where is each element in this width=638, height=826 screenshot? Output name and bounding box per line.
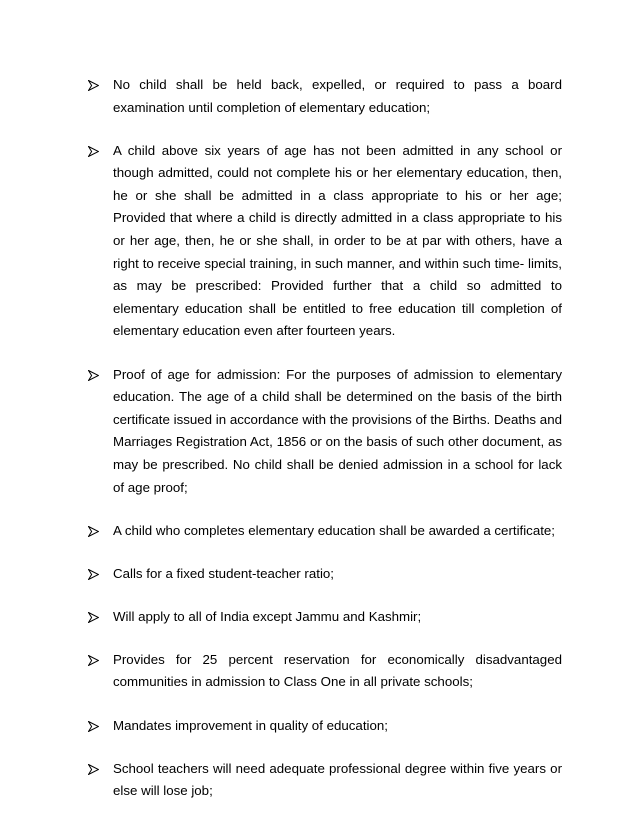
- list-item: [88, 74, 562, 119]
- list-item: [88, 715, 562, 738]
- list-item: [88, 649, 562, 694]
- list-item: [88, 140, 562, 343]
- arrowhead-bullet-icon: [88, 649, 100, 672]
- list-item-text: Calls for a fixed student-teacher ratio;: [113, 565, 334, 581]
- arrowhead-bullet-icon: [88, 563, 100, 586]
- arrowhead-bullet-icon: [88, 606, 100, 629]
- list-item-text: Mandates improvement in quality of education;: [113, 717, 388, 733]
- arrowhead-bullet-icon: [88, 74, 100, 97]
- list-item-text: A child who completes elementary education shall be awarded a certificate;: [113, 522, 555, 538]
- list-item: [88, 758, 562, 803]
- list-item: [88, 606, 562, 629]
- list-item-text: A child above six years of age has not been admitted in any school or though admitted, could not complete his or her elementary education, then, he or she shall be admitted in a class appropriate to his or her age; Provided that where a child is directly admitted in a class appropriate to his or her age, then, he or she shall, in order to be at par with others, have a right to receive special training, in such manner, and within such time- limits, as may be prescribed: Provided further that a child so admitted to elementary education shall be entitled to free education till completion of elementary education even after fourteen years.: [113, 142, 562, 339]
- arrowhead-bullet-icon: [88, 520, 100, 543]
- list-item: [88, 563, 562, 586]
- arrowhead-bullet-icon: [88, 758, 100, 781]
- list-item: [88, 364, 562, 500]
- list-item-text: Proof of age for admission: For the purposes of admission to elementary education. The age of a child shall be determined on the basis of the birth certificate issued in accordance with the provisions of the Births. Deaths and Marriages Registration Act, 1856 or on the basis of such other document, as may be prescribed. No child shall be denied admission in a school for lack of age proof;: [113, 366, 562, 495]
- list-item-text: Provides for 25 percent reservation for economically disadvantaged communities in admission to Class One in all private schools;: [113, 651, 562, 690]
- bullet-list: [88, 74, 562, 823]
- list-item-text: No child shall be held back, expelled, or required to pass a board examination until completion of elementary education;: [113, 77, 562, 115]
- arrowhead-bullet-icon: [88, 140, 100, 163]
- arrowhead-bullet-icon: [88, 715, 100, 738]
- arrowhead-bullet-icon: [88, 364, 100, 387]
- list-item-text: School teachers will need adequate professional degree within five years or else will lose job;: [113, 760, 562, 799]
- list-item-text: Will apply to all of India except Jammu and Kashmir;: [113, 608, 422, 624]
- list-item: [88, 520, 562, 543]
